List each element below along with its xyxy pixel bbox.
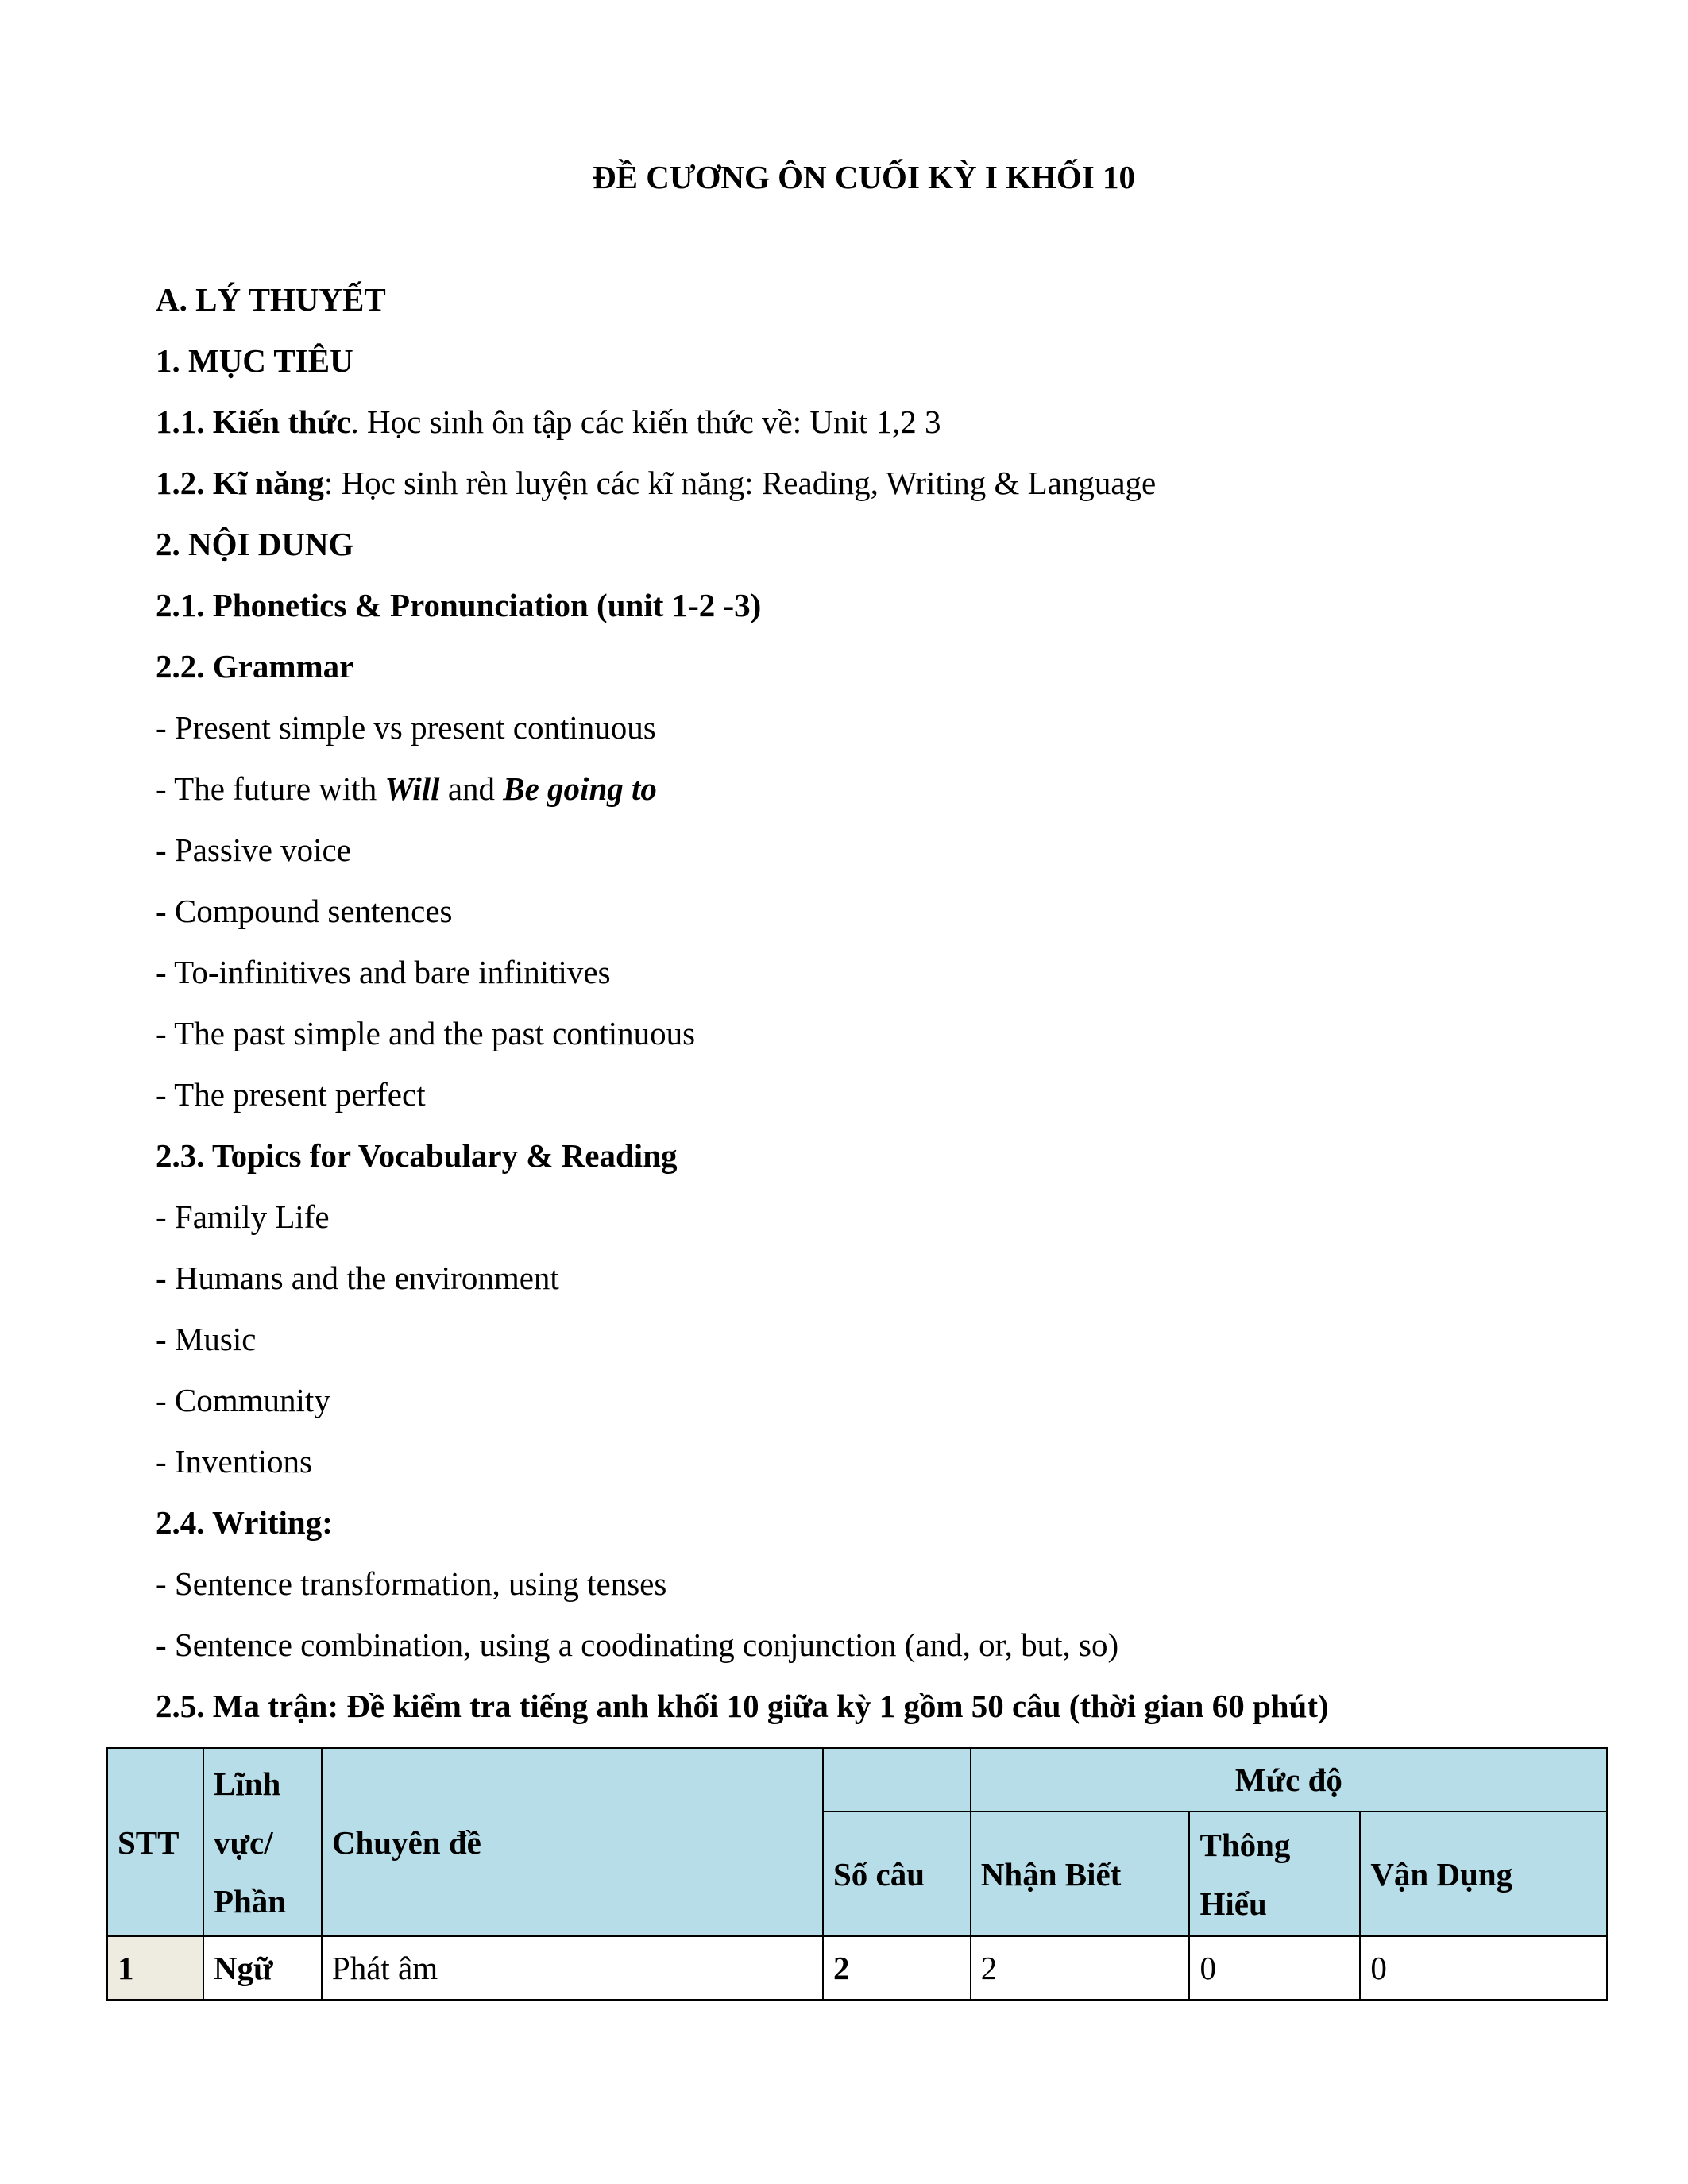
topic-item: - Humans and the environment [156,1260,559,1296]
writing-item [156,1615,1625,1676]
matrix-table [106,1747,1608,2001]
header-nhan-biet: Nhận Biết [971,1812,1190,1936]
topic-item: - Family Life [156,1198,330,1235]
heading-2-1: 2.1. Phonetics & Pronunciation (unit 1-2 -3) [156,587,762,623]
label-1-2: 1.2. Kĩ năng [156,465,324,501]
heading-2-5: 2.5. Ma trận: Đề kiểm tra tiếng anh khối 10 giữa kỳ 1 gồm 50 câu (thời gian 60 phút) [156,1688,1329,1724]
heading-a: A. LÝ THUYẾT [156,281,386,318]
cell-nhan-biet: 2 [971,1936,1190,2000]
grammar-item: - The present perfect [156,1076,426,1113]
cell-so-cau: 2 [823,1936,971,2000]
header-van-dung: Vận Dụng [1360,1812,1607,1936]
writing-dash: - [156,1626,167,1663]
future-prefix: - The future with [156,770,385,807]
grammar-item: - The past simple and the past continuous [156,1015,696,1051]
cell-linh-vuc: Ngữ [203,1936,322,2000]
label-1-1: 1.1. Kiến thức [156,403,351,440]
document-body [156,269,1625,1737]
writing-text: Sentence transformation, using tenses [166,1565,667,1602]
header-chuyen-de: Chuyên đề [322,1748,823,1936]
heading-2-2: 2.2. Grammar [156,648,354,685]
header-blank [823,1748,971,1812]
future-going: Be going to [503,770,657,807]
document-title: ĐỀ CƯƠNG ÔN CUỐI KỲ I KHỐI 10 [593,159,1135,195]
future-and: and [439,770,504,807]
cell-stt: 1 [107,1936,203,2000]
grammar-item-future [156,758,1625,820]
grammar-item: - To-infinitives and bare infinitives [156,954,611,990]
grammar-item: - Passive voice [156,832,351,868]
table-row [107,1936,1607,2000]
topic-item: - Inventions [156,1443,312,1480]
header-so-cau: Số câu [823,1812,971,1936]
cell-van-dung: 0 [1360,1936,1607,2000]
writing-dash: - [156,1565,167,1602]
heading-2-3: 2.3. Topics for Vocabulary & Reading [156,1137,678,1174]
header-stt: STT [107,1748,203,1936]
line-1-2 [156,453,1625,514]
heading-2-4: 2.4. Writing: [156,1504,333,1541]
cell-chuyen-de: Phát âm [322,1936,823,2000]
cell-thong-hieu: 0 [1189,1936,1360,2000]
text-1-2: : Học sinh rèn luyện các kĩ năng: Reading, Writing & Language [323,465,1157,501]
header-linh-vuc: Lĩnh vực/ Phần [203,1748,322,1936]
header-thong-hieu: Thông Hiểu [1189,1812,1360,1936]
topic-item: - Community [156,1382,330,1418]
writing-item [156,1553,1625,1615]
line-1-1 [156,392,1625,453]
text-1-1: . Học sinh ôn tập các kiến thức về: Unit 1,2 3 [350,403,941,440]
topic-item: - Music [156,1321,257,1357]
grammar-item: - Compound sentences [156,893,453,929]
grammar-item: - Present simple vs present continuous [156,709,656,746]
heading-1: 1. MỤC TIÊU [156,342,353,379]
heading-2: 2. NỘI DUNG [156,526,354,562]
future-will: Will [384,770,440,807]
writing-text: Sentence combination, using a coodinating conjunction (and, or, but, so) [166,1626,1119,1663]
header-muc-do: Mức độ [971,1748,1607,1812]
